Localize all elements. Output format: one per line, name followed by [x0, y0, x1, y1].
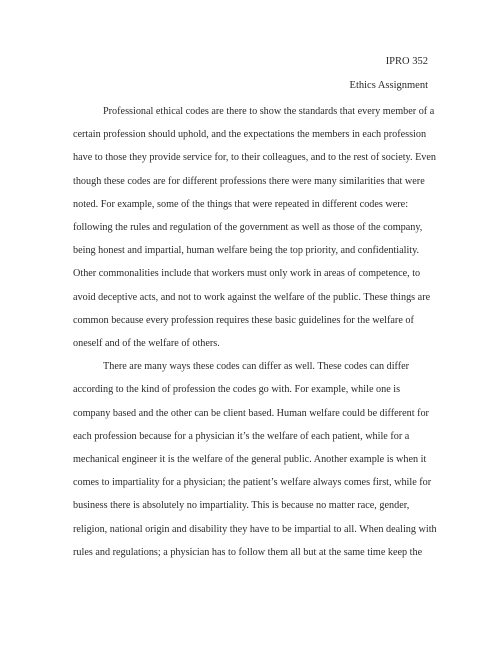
text-line: following the rules and regulation of the government as well as those of the company, [73, 222, 423, 234]
text-line: mechanical engineer it is the welfare of the general public. Another example is when it [73, 454, 427, 466]
text-line: comes to impartiality for a physician; the patient’s welfare always comes first, while for [73, 477, 432, 489]
text-line: avoid deceptive acts, and not to work against the welfare of the public. These things are [73, 291, 431, 303]
text-line: being honest and impartial, human welfare being the top priority, and confidentiality. [73, 245, 420, 257]
course-label: IPRO 352 [385, 56, 428, 67]
document-body [73, 100, 437, 564]
text-line: certain profession should uphold, and the expectations the members in each profession [73, 129, 427, 141]
text-line: Other commonalities include that workers must only work in areas of competence, to [73, 268, 421, 280]
text-line: though these codes are for different professions there were many similarities that were [73, 175, 425, 187]
text-line: common because every profession requires these basic guidelines for the welfare of [73, 314, 414, 326]
text-line: have to those they provide service for, to their colleagues, and to the rest of society. Even [73, 152, 437, 164]
text-line: company based and the other can be client based. Human welfare could be different for [73, 407, 429, 419]
text-line: Professional ethical codes are there to show the standards that every member of a [103, 106, 435, 117]
text-line: oneself and of the welfare of others. [73, 338, 220, 350]
text-line: There are many ways these codes can differ as well. These codes can differ [103, 361, 410, 373]
paragraph-2 [73, 355, 437, 564]
assignment-title: Ethics Assignment [349, 80, 428, 91]
text-line: business there is absolutely no impartiality. This is because no matter race, gender, [73, 500, 410, 512]
text-line: each profession because for a physician it’s the welfare of each patient, while for a [73, 430, 410, 442]
paragraph-1 [73, 100, 437, 355]
text-line: according to the kind of profession the codes go with. For example, while one is [73, 384, 401, 396]
text-line: rules and regulations; a physician has to follow them all but at the same time keep the [73, 546, 423, 558]
text-line: religion, national origin and disability they have to be impartial to all. When dealing with [73, 523, 437, 535]
text-line: noted. For example, some of the things that were repeated in different codes were: [73, 198, 409, 210]
